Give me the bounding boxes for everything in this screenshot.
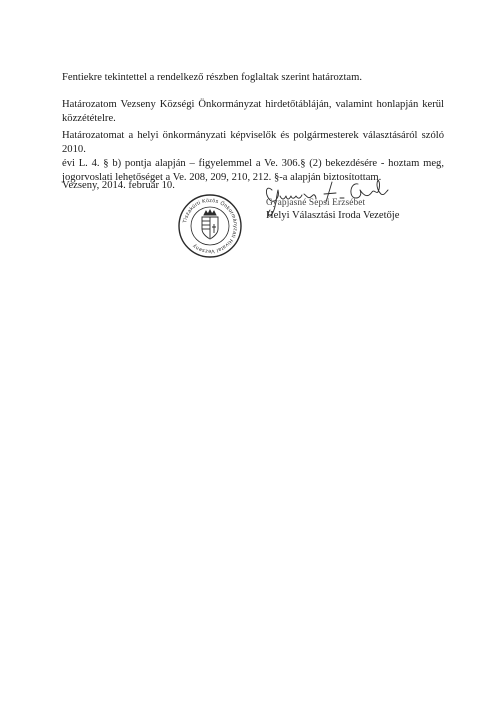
paragraph-line: Határozatomat a helyi önkormányzati képviselők és polgármesterek választásáról szóló 2010. — [62, 130, 444, 155]
paragraph-line: Határozatom Vezseny Községi Önkormányzat hirdetőtábláján, valamint honlapján kerül — [62, 99, 444, 110]
official-stamp — [177, 193, 243, 259]
paragraph-line: Fentiekre tekintettel a rendelkező részben foglaltak szerint határoztam. — [62, 72, 363, 83]
paragraph-publication — [62, 98, 444, 126]
paragraph-decision — [62, 71, 444, 85]
paragraph-line: jogorvoslati lehetőséget a Ve. 208, 209, 210, 212. §-a alapján biztosítottam. — [62, 172, 382, 183]
signatory-title: Helyi Választási Iroda Vezetője — [266, 210, 400, 221]
paragraph-line: évi L. 4. § b) pontja alapján – figyelemmel a Ve. 306.§ (2) bekezdésére - hoztam meg, — [62, 158, 444, 169]
signatory-name: Gyapjasné Sepsi Erzsébet — [266, 198, 366, 208]
coat-of-arms-icon — [202, 210, 218, 239]
svg-text:Tiszakürti Közös Önkormányzati: Tiszakürti Közös Önkormányzati Hivatal Vezseny — [182, 197, 239, 255]
date-line: Vezseny, 2014. február 10. — [62, 180, 175, 191]
paragraph-line: közzétételre. — [62, 113, 116, 124]
